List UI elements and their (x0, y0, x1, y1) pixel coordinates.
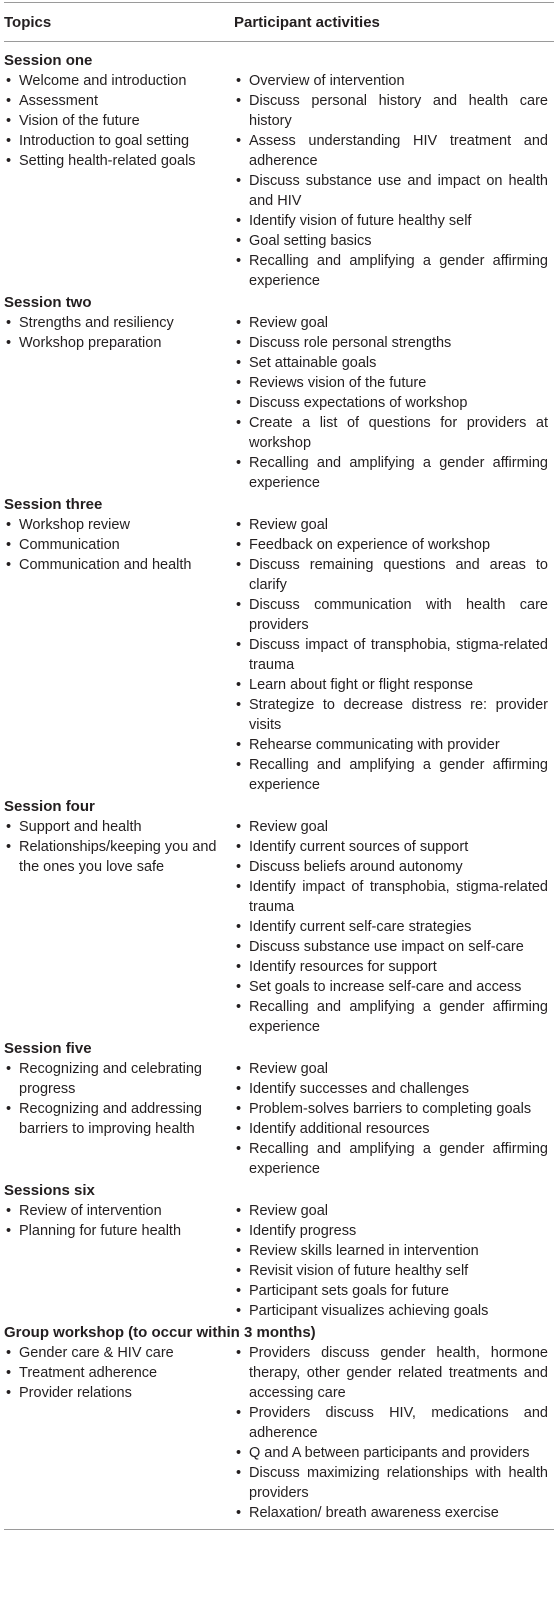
bullet-icon: • (236, 919, 242, 935)
bullet-icon: • (236, 677, 242, 693)
bullet-icon: • (236, 1505, 242, 1521)
topic-item-text: Communication and health (19, 557, 192, 573)
activity-item-text: Create a list of questions for providers at workshop (249, 415, 548, 451)
bullet-icon: • (236, 455, 242, 471)
topic-list (4, 1343, 234, 1403)
section (0, 292, 558, 493)
bullet-icon: • (236, 395, 242, 411)
activity-item-text: Review goal (249, 1061, 328, 1077)
activity-item-text: Overview of intervention (249, 73, 405, 89)
activity-item (234, 91, 550, 131)
topic-list (4, 71, 234, 171)
activity-item-text: Review goal (249, 1203, 328, 1219)
activities-column (234, 313, 550, 493)
activity-item-text: Assess understanding HIV treatment and adherence (249, 133, 548, 169)
bullet-icon: • (236, 1303, 242, 1319)
activity-item-text: Recalling and amplifying a gender affirming experience (249, 253, 548, 289)
bullet-icon: • (236, 597, 242, 613)
activity-item-text: Providers discuss HIV, medications and adherence (249, 1405, 548, 1441)
activity-item (234, 1443, 550, 1463)
bullet-icon: • (236, 1141, 242, 1157)
activity-item (234, 413, 550, 453)
topic-item (4, 837, 234, 877)
activities-column (234, 71, 550, 291)
activity-item (234, 1343, 550, 1403)
bullet-icon: • (236, 213, 242, 229)
bullet-icon: • (236, 999, 242, 1015)
activity-item (234, 1241, 550, 1261)
topic-item-text: Review of intervention (19, 1203, 162, 1219)
bullet-icon: • (236, 93, 242, 109)
topics-column (0, 71, 234, 291)
activity-item (234, 695, 550, 735)
bullet-icon: • (236, 315, 242, 331)
bullet-icon: • (6, 1203, 12, 1219)
activity-item (234, 555, 550, 595)
bullet-icon: • (236, 959, 242, 975)
topic-item-text: Support and health (19, 819, 142, 835)
bullet-icon: • (6, 133, 12, 149)
activity-item (234, 917, 550, 937)
bullet-icon: • (6, 73, 12, 89)
bullet-icon: • (6, 153, 12, 169)
activity-item-text: Discuss impact of transphobia, stigma-related trauma (249, 637, 548, 673)
topic-item-text: Gender care & HIV care (19, 1345, 174, 1361)
activity-list (234, 313, 550, 493)
activity-item-text: Recalling and amplifying a gender affirming experience (249, 757, 548, 793)
activity-item (234, 817, 550, 837)
activity-item-text: Discuss beliefs around autonomy (249, 859, 463, 875)
activity-item-text: Rehearse communicating with provider (249, 737, 500, 753)
bullet-icon: • (236, 1061, 242, 1077)
section-title: Sessions six (4, 1182, 95, 1199)
bullet-icon: • (236, 859, 242, 875)
topic-item (4, 1343, 234, 1363)
bullet-icon: • (236, 1283, 242, 1299)
topic-item (4, 91, 234, 111)
topic-item-text: Planning for future health (19, 1223, 182, 1239)
section-body (0, 1201, 558, 1321)
bullet-icon: • (236, 253, 242, 269)
topics-column (0, 313, 234, 493)
activity-item-text: Discuss maximizing relationships with health providers (249, 1465, 548, 1501)
section (0, 494, 558, 795)
bullet-icon: • (236, 979, 242, 995)
activity-item (234, 353, 550, 373)
topic-list (4, 1059, 234, 1139)
activity-item-text: Discuss substance use impact on self-care (249, 939, 524, 955)
section-title: Group workshop (to occur within 3 months) (4, 1324, 316, 1341)
header-rule (4, 41, 554, 42)
topic-item (4, 555, 234, 575)
bullet-icon: • (236, 233, 242, 249)
activity-item-text: Recalling and amplifying a gender affirming experience (249, 999, 548, 1035)
activity-item (234, 977, 550, 997)
topic-item-text: Recognizing and addressing barriers to improving health (19, 1101, 202, 1137)
topic-item-text: Strengths and resiliency (19, 315, 174, 331)
bullet-icon: • (6, 113, 12, 129)
bullet-icon: • (6, 517, 12, 533)
activity-item-text: Strategize to decrease distress re: provider visits (249, 697, 548, 733)
activity-item (234, 393, 550, 413)
activity-item (234, 1261, 550, 1281)
header-topics: Topics (4, 13, 52, 31)
section (0, 50, 558, 291)
bullet-icon: • (6, 819, 12, 835)
section (0, 1180, 558, 1321)
section (0, 1322, 558, 1523)
bullet-icon: • (236, 879, 242, 895)
bullet-icon: • (6, 1061, 12, 1077)
topic-item-text: Relationships/keeping you and the ones you love safe (19, 839, 217, 875)
topic-item-text: Workshop preparation (19, 335, 162, 351)
activity-item-text: Discuss substance use and impact on health and HIV (249, 173, 548, 209)
bullet-icon: • (236, 737, 242, 753)
topic-item (4, 1201, 234, 1221)
activity-item-text: Review goal (249, 819, 328, 835)
bullet-icon: • (236, 1445, 242, 1461)
bullet-icon: • (236, 1405, 242, 1421)
activity-item-text: Identify successes and challenges (249, 1081, 470, 1097)
activity-item (234, 675, 550, 695)
activity-item-text: Problem-solves barriers to completing goals (249, 1101, 532, 1117)
activity-item (234, 1403, 550, 1443)
activity-item-text: Relaxation/ breath awareness exercise (249, 1505, 499, 1521)
activity-item (234, 1301, 550, 1321)
activity-item-text: Identify resources for support (249, 959, 437, 975)
bullet-icon: • (236, 1243, 242, 1259)
activity-item-text: Identify current sources of support (249, 839, 469, 855)
topics-column (0, 1059, 234, 1179)
bullet-icon: • (6, 1345, 12, 1361)
bullet-icon: • (6, 93, 12, 109)
activities-column (234, 817, 550, 1037)
bullet-icon: • (236, 1101, 242, 1117)
activity-item-text: Providers discuss gender health, hormone therapy, other gender related treatments and accessing care (249, 1345, 548, 1401)
activity-list (234, 71, 550, 291)
activity-item-text: Recalling and amplifying a gender affirming experience (249, 455, 548, 491)
activity-item (234, 1221, 550, 1241)
section-body (0, 1343, 558, 1523)
topic-item-text: Recognizing and celebrating progress (19, 1061, 202, 1097)
activity-list (234, 515, 550, 795)
activity-item-text: Feedback on experience of workshop (249, 537, 491, 553)
activity-item (234, 1079, 550, 1099)
bullet-icon: • (6, 537, 12, 553)
bottom-rule (4, 1529, 554, 1530)
section-title: Session one (4, 52, 93, 69)
topic-item-text: Assessment (19, 93, 98, 109)
activity-item-text: Identify current self-care strategies (249, 919, 472, 935)
activity-item-text: Recalling and amplifying a gender affirming experience (249, 1141, 548, 1177)
bullet-icon: • (236, 557, 242, 573)
bullet-icon: • (236, 73, 242, 89)
activity-item-text: Learn about fight or flight response (249, 677, 474, 693)
activity-item-text: Identify impact of transphobia, stigma-related trauma (249, 879, 548, 915)
activities-column (234, 515, 550, 795)
bullet-icon: • (6, 335, 12, 351)
bullet-icon: • (236, 757, 242, 773)
activities-column (234, 1201, 550, 1321)
topics-column (0, 817, 234, 1037)
section-body (0, 817, 558, 1037)
activity-item-text: Review goal (249, 517, 328, 533)
activity-item (234, 1059, 550, 1079)
topic-item (4, 313, 234, 333)
activity-item-text: Discuss personal history and health care history (249, 93, 548, 129)
topic-item (4, 1363, 234, 1383)
bullet-icon: • (236, 517, 242, 533)
activity-item (234, 957, 550, 977)
bullet-icon: • (236, 1081, 242, 1097)
table-body (0, 50, 558, 1523)
activity-item (234, 535, 550, 555)
section-title: Session five (4, 1040, 92, 1057)
topic-item-text: Setting health-related goals (19, 153, 196, 169)
activity-item-text: Identify progress (249, 1223, 357, 1239)
activity-item (234, 515, 550, 535)
activity-item (234, 1281, 550, 1301)
activity-item (234, 635, 550, 675)
activity-item (234, 1463, 550, 1503)
bullet-icon: • (6, 839, 12, 855)
activity-list (234, 1201, 550, 1321)
bullet-icon: • (236, 637, 242, 653)
topics-column (0, 1343, 234, 1523)
section-body (0, 515, 558, 795)
activity-item (234, 997, 550, 1037)
topic-item (4, 817, 234, 837)
topics-column (0, 1201, 234, 1321)
topic-item-text: Communication (19, 537, 120, 553)
topic-list (4, 817, 234, 877)
activity-item-text: Reviews vision of the future (249, 375, 427, 391)
activity-item-text: Discuss communication with health care providers (249, 597, 548, 633)
section-body (0, 313, 558, 493)
bullet-icon: • (6, 1101, 12, 1117)
topic-item (4, 1221, 234, 1241)
section (0, 796, 558, 1037)
bullet-icon: • (236, 173, 242, 189)
activity-item (234, 373, 550, 393)
bullet-icon: • (6, 315, 12, 331)
activity-item (234, 937, 550, 957)
activity-item-text: Identify additional resources (249, 1121, 430, 1137)
topic-item-text: Introduction to goal setting (19, 133, 190, 149)
topic-item (4, 1059, 234, 1099)
activity-item (234, 1099, 550, 1119)
table-header (0, 3, 558, 41)
activity-item (234, 1201, 550, 1221)
bullet-icon: • (236, 697, 242, 713)
activity-item-text: Discuss remaining questions and areas to clarify (249, 557, 548, 593)
activity-item (234, 333, 550, 353)
activity-item (234, 1139, 550, 1179)
activity-item (234, 453, 550, 493)
topic-item (4, 151, 234, 171)
activity-item-text: Identify vision of future healthy self (249, 213, 472, 229)
activity-item-text: Participant visualizes achieving goals (249, 1303, 489, 1319)
activity-item (234, 1503, 550, 1523)
activity-item-text: Participant sets goals for future (249, 1283, 449, 1299)
bullet-icon: • (236, 415, 242, 431)
activity-item (234, 755, 550, 795)
bullet-icon: • (236, 839, 242, 855)
activity-item-text: Discuss role personal strengths (249, 335, 452, 351)
activity-item (234, 251, 550, 291)
topic-item (4, 1383, 234, 1403)
activity-item (234, 313, 550, 333)
activity-item (234, 71, 550, 91)
activity-item-text: Review goal (249, 315, 328, 331)
activity-item-text: Goal setting basics (249, 233, 372, 249)
bullet-icon: • (6, 557, 12, 573)
topic-item (4, 111, 234, 131)
activity-item (234, 231, 550, 251)
activity-item (234, 837, 550, 857)
topic-item (4, 535, 234, 555)
activity-list (234, 1343, 550, 1523)
bullet-icon: • (236, 1263, 242, 1279)
topic-item (4, 1099, 234, 1139)
bullet-icon: • (236, 335, 242, 351)
activity-item-text: Revisit vision of future healthy self (249, 1263, 469, 1279)
header-participant-activities: Participant activities (234, 13, 380, 31)
section-title: Session three (4, 496, 103, 513)
activity-item (234, 857, 550, 877)
topic-item-text: Welcome and introduction (19, 73, 187, 89)
activity-item (234, 211, 550, 231)
activities-column (234, 1059, 550, 1179)
bullet-icon: • (236, 1203, 242, 1219)
activities-column (234, 1343, 550, 1523)
activity-item (234, 1119, 550, 1139)
activity-item-text: Q and A between participants and providers (249, 1445, 530, 1461)
topic-item-text: Treatment adherence (19, 1365, 158, 1381)
bullet-icon: • (6, 1385, 12, 1401)
bullet-icon: • (236, 1223, 242, 1239)
bullet-icon: • (236, 1121, 242, 1137)
activity-item (234, 735, 550, 755)
bullet-icon: • (6, 1365, 12, 1381)
topic-item (4, 131, 234, 151)
activity-item (234, 131, 550, 171)
bullet-icon: • (236, 819, 242, 835)
activity-item (234, 595, 550, 635)
bullet-icon: • (236, 1345, 242, 1361)
section (0, 1038, 558, 1179)
activity-item-text: Set goals to increase self-care and access (249, 979, 522, 995)
section-body (0, 1059, 558, 1179)
section-title: Session four (4, 798, 95, 815)
topic-list (4, 313, 234, 353)
bullet-icon: • (6, 1223, 12, 1239)
bullet-icon: • (236, 355, 242, 371)
activity-item-text: Discuss expectations of workshop (249, 395, 468, 411)
section-body (0, 71, 558, 291)
activity-list (234, 1059, 550, 1179)
topics-column (0, 515, 234, 795)
bullet-icon: • (236, 133, 242, 149)
activity-list (234, 817, 550, 1037)
topic-item-text: Provider relations (19, 1385, 132, 1401)
section-title: Session two (4, 294, 92, 311)
topic-item (4, 333, 234, 353)
topic-list (4, 515, 234, 575)
topic-item (4, 71, 234, 91)
topic-item-text: Workshop review (19, 517, 130, 533)
bullet-icon: • (236, 1465, 242, 1481)
activity-item (234, 171, 550, 211)
topic-item-text: Vision of the future (19, 113, 140, 129)
bullet-icon: • (236, 939, 242, 955)
topic-list (4, 1201, 234, 1241)
activity-item (234, 877, 550, 917)
activity-item-text: Set attainable goals (249, 355, 377, 371)
activity-item-text: Review skills learned in intervention (249, 1243, 479, 1259)
topic-item (4, 515, 234, 535)
bullet-icon: • (236, 537, 242, 553)
bullet-icon: • (236, 375, 242, 391)
